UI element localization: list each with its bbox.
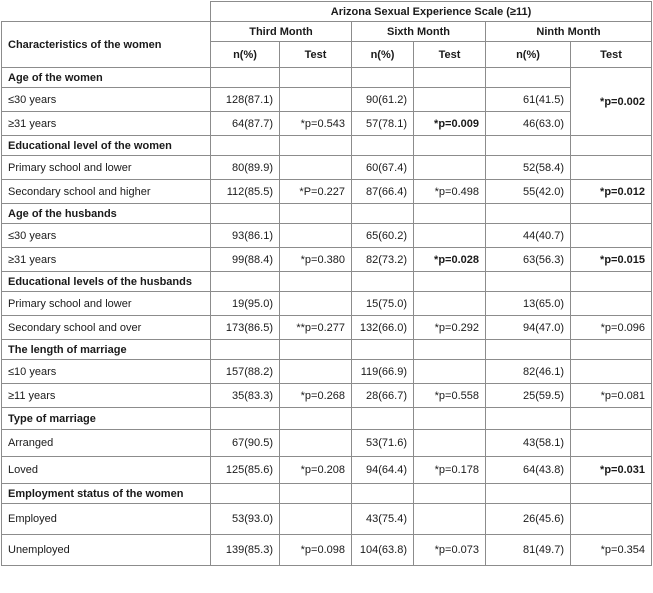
test-third-month: *P=0.227 (280, 180, 352, 204)
table-row (2, 112, 652, 136)
section-header-row (2, 204, 652, 224)
value-sixth-month: 94(64.4) (352, 457, 414, 484)
table-row (2, 504, 652, 535)
table-row (2, 384, 652, 408)
empty-cell (280, 340, 352, 360)
section-title: Educational level of the women (2, 136, 211, 156)
value-third-month: 53(93.0) (211, 504, 280, 535)
empty-cell (486, 204, 571, 224)
subhead-n-3: n(%) (211, 42, 280, 68)
test-third-month (280, 224, 352, 248)
test-sixth-month (414, 224, 486, 248)
section-header-row (2, 136, 652, 156)
empty-cell (414, 484, 486, 504)
subhead-test-9: Test (571, 42, 652, 68)
empty-cell (414, 136, 486, 156)
empty-cell (352, 68, 414, 88)
row-label: ≤10 years (2, 360, 211, 384)
value-third-month: 173(86.5) (211, 316, 280, 340)
row-label: ≥31 years (2, 248, 211, 272)
empty-cell (571, 204, 652, 224)
test-ninth-month-merged: *p=0.002 (571, 68, 652, 136)
section-title: Educational levels of the husbands (2, 272, 211, 292)
section-header-row (2, 272, 652, 292)
empty-cell (571, 408, 652, 430)
empty-cell (414, 340, 486, 360)
value-ninth-month: 55(42.0) (486, 180, 571, 204)
value-ninth-month: 64(43.8) (486, 457, 571, 484)
value-ninth-month: 13(65.0) (486, 292, 571, 316)
value-sixth-month: 43(75.4) (352, 504, 414, 535)
test-third-month: *p=0.543 (280, 112, 352, 136)
empty-cell (352, 484, 414, 504)
test-third-month (280, 430, 352, 457)
section-title: The length of marriage (2, 340, 211, 360)
table-row (2, 292, 652, 316)
subhead-test-3: Test (280, 42, 352, 68)
test-sixth-month: *p=0.498 (414, 180, 486, 204)
row-label: ≤30 years (2, 224, 211, 248)
period-sixth-month: Sixth Month (352, 22, 486, 42)
value-third-month: 93(86.1) (211, 224, 280, 248)
test-third-month (280, 292, 352, 316)
test-ninth-month: *p=0.031 (571, 457, 652, 484)
empty-cell (571, 272, 652, 292)
period-third-month: Third Month (211, 22, 352, 42)
table-row (2, 156, 652, 180)
test-ninth-month (571, 156, 652, 180)
subhead-n-9: n(%) (486, 42, 571, 68)
empty-cell (280, 484, 352, 504)
empty-cell (211, 68, 280, 88)
empty-cell (486, 136, 571, 156)
empty-cell (280, 204, 352, 224)
test-ninth-month (571, 504, 652, 535)
row-label: ≤30 years (2, 88, 211, 112)
row-label: Loved (2, 457, 211, 484)
test-ninth-month: *p=0.012 (571, 180, 652, 204)
value-sixth-month: 90(61.2) (352, 88, 414, 112)
test-ninth-month: *p=0.081 (571, 384, 652, 408)
value-sixth-month: 60(67.4) (352, 156, 414, 180)
empty-corner (2, 2, 211, 22)
test-third-month: *p=0.098 (280, 535, 352, 566)
table-row (2, 248, 652, 272)
test-sixth-month (414, 504, 486, 535)
value-sixth-month: 119(66.9) (352, 360, 414, 384)
test-sixth-month (414, 292, 486, 316)
period-ninth-month: Ninth Month (486, 22, 652, 42)
test-ninth-month: *p=0.096 (571, 316, 652, 340)
value-third-month: 112(85.5) (211, 180, 280, 204)
test-sixth-month: *p=0.292 (414, 316, 486, 340)
test-sixth-month: *p=0.009 (414, 112, 486, 136)
test-sixth-month: *p=0.073 (414, 535, 486, 566)
value-ninth-month: 44(40.7) (486, 224, 571, 248)
test-sixth-month (414, 360, 486, 384)
empty-cell (211, 136, 280, 156)
table-row (2, 430, 652, 457)
section-title: Type of marriage (2, 408, 211, 430)
test-third-month: **p=0.277 (280, 316, 352, 340)
value-ninth-month: 61(41.5) (486, 88, 571, 112)
section-title: Employment status of the women (2, 484, 211, 504)
value-third-month: 139(85.3) (211, 535, 280, 566)
empty-cell (414, 68, 486, 88)
table-row (2, 457, 652, 484)
empty-cell (352, 340, 414, 360)
test-third-month (280, 88, 352, 112)
empty-cell (211, 204, 280, 224)
value-sixth-month: 65(60.2) (352, 224, 414, 248)
test-sixth-month (414, 430, 486, 457)
test-ninth-month: *p=0.015 (571, 248, 652, 272)
results-table (1, 1, 652, 566)
test-sixth-month: *p=0.558 (414, 384, 486, 408)
value-ninth-month: 43(58.1) (486, 430, 571, 457)
table-row (2, 224, 652, 248)
test-ninth-month (571, 292, 652, 316)
empty-cell (352, 272, 414, 292)
empty-cell (211, 272, 280, 292)
header-row-periods (2, 22, 652, 42)
section-title: Age of the husbands (2, 204, 211, 224)
empty-cell (211, 408, 280, 430)
test-third-month (280, 156, 352, 180)
test-ninth-month (571, 224, 652, 248)
table-body (2, 68, 652, 566)
section-header-row (2, 68, 652, 88)
value-sixth-month: 57(78.1) (352, 112, 414, 136)
test-sixth-month (414, 156, 486, 180)
test-ninth-month (571, 360, 652, 384)
section-header-row (2, 340, 652, 360)
table-row (2, 180, 652, 204)
subhead-test-6: Test (414, 42, 486, 68)
value-ninth-month: 25(59.5) (486, 384, 571, 408)
empty-cell (352, 136, 414, 156)
section-title: Age of the women (2, 68, 211, 88)
header-row-scale (2, 2, 652, 22)
empty-cell (414, 204, 486, 224)
empty-cell (280, 408, 352, 430)
empty-cell (211, 484, 280, 504)
row-label: Unemployed (2, 535, 211, 566)
value-third-month: 64(87.7) (211, 112, 280, 136)
empty-cell (352, 204, 414, 224)
test-third-month (280, 504, 352, 535)
empty-cell (414, 408, 486, 430)
empty-cell (571, 340, 652, 360)
empty-cell (571, 136, 652, 156)
value-sixth-month: 132(66.0) (352, 316, 414, 340)
empty-cell (280, 136, 352, 156)
section-header-row (2, 408, 652, 430)
row-label: Primary school and lower (2, 292, 211, 316)
row-label: Employed (2, 504, 211, 535)
value-ninth-month: 82(46.1) (486, 360, 571, 384)
value-third-month: 157(88.2) (211, 360, 280, 384)
empty-cell (486, 408, 571, 430)
value-third-month: 19(95.0) (211, 292, 280, 316)
empty-cell (211, 340, 280, 360)
value-ninth-month: 26(45.6) (486, 504, 571, 535)
value-sixth-month: 53(71.6) (352, 430, 414, 457)
value-sixth-month: 87(66.4) (352, 180, 414, 204)
subhead-n-6: n(%) (352, 42, 414, 68)
empty-cell (486, 68, 571, 88)
row-label: Secondary school and higher (2, 180, 211, 204)
table-row (2, 535, 652, 566)
test-sixth-month: *p=0.028 (414, 248, 486, 272)
test-third-month: *p=0.380 (280, 248, 352, 272)
value-ninth-month: 46(63.0) (486, 112, 571, 136)
table-row (2, 88, 652, 112)
value-third-month: 125(85.6) (211, 457, 280, 484)
test-sixth-month (414, 88, 486, 112)
value-third-month: 67(90.5) (211, 430, 280, 457)
test-ninth-month: *p=0.354 (571, 535, 652, 566)
empty-cell (280, 68, 352, 88)
value-ninth-month: 63(56.3) (486, 248, 571, 272)
table-row (2, 360, 652, 384)
empty-cell (486, 340, 571, 360)
value-third-month: 80(89.9) (211, 156, 280, 180)
empty-cell (486, 484, 571, 504)
characteristics-header: Characteristics of the women (2, 22, 211, 68)
row-label: Arranged (2, 430, 211, 457)
empty-cell (571, 484, 652, 504)
empty-cell (486, 272, 571, 292)
value-sixth-month: 104(63.8) (352, 535, 414, 566)
empty-cell (414, 272, 486, 292)
empty-cell (280, 272, 352, 292)
value-sixth-month: 15(75.0) (352, 292, 414, 316)
table-row (2, 316, 652, 340)
value-ninth-month: 94(47.0) (486, 316, 571, 340)
value-sixth-month: 28(66.7) (352, 384, 414, 408)
value-ninth-month: 52(58.4) (486, 156, 571, 180)
row-label: ≥11 years (2, 384, 211, 408)
test-ninth-month (571, 430, 652, 457)
row-label: Secondary school and over (2, 316, 211, 340)
test-third-month (280, 360, 352, 384)
row-label: ≥31 years (2, 112, 211, 136)
value-third-month: 128(87.1) (211, 88, 280, 112)
value-sixth-month: 82(73.2) (352, 248, 414, 272)
empty-cell (352, 408, 414, 430)
section-header-row (2, 484, 652, 504)
test-third-month: *p=0.208 (280, 457, 352, 484)
value-ninth-month: 81(49.7) (486, 535, 571, 566)
value-third-month: 99(88.4) (211, 248, 280, 272)
test-sixth-month: *p=0.178 (414, 457, 486, 484)
test-third-month: *p=0.268 (280, 384, 352, 408)
row-label: Primary school and lower (2, 156, 211, 180)
value-third-month: 35(83.3) (211, 384, 280, 408)
scale-title: Arizona Sexual Experience Scale (≥11) (211, 2, 652, 22)
